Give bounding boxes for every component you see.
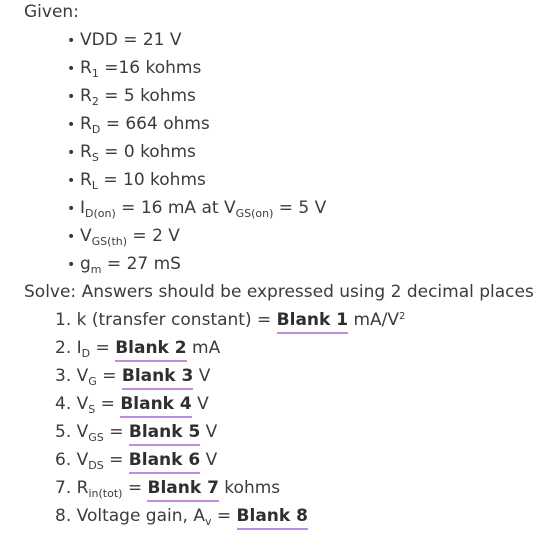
bullet-icon: • <box>67 229 76 245</box>
bullet-icon: • <box>67 201 76 217</box>
given-item-vgs-th: • $V_{GS(th)} = 2$ V <box>67 226 180 248</box>
blank-5-field[interactable]: Blank 5 <box>129 422 200 446</box>
given-item-id-on: • $I_{D(on)} = 16$ mA at $V_{GS(on)} = 5$ V <box>67 198 327 220</box>
given-item-r2: • $R_2 = 5$ kohms <box>67 86 196 108</box>
solve-item-4: 4. $V_S$ = Blank 4 V <box>55 394 209 416</box>
solve-item-6: 6. $V_{DS}$ = Blank 6 V <box>55 450 218 472</box>
bullet-icon: • <box>67 145 76 161</box>
bullet-icon: • <box>67 257 76 273</box>
solve-item-8: 8. Voltage gain, $A_v$ = Blank 8 <box>55 506 308 528</box>
blank-4-field[interactable]: Blank 4 <box>120 394 191 418</box>
given-item-vdd: • VDD = 21 V <box>67 28 182 52</box>
blank-3-field[interactable]: Blank 3 <box>122 366 193 390</box>
solve-item-3: 3. $V_G$ = Blank 3 V <box>55 366 211 388</box>
bullet-icon: • <box>67 61 76 77</box>
blank-8-field[interactable]: Blank 8 <box>237 506 308 530</box>
blank-2-field[interactable]: Blank 2 <box>115 338 186 362</box>
solve-item-2: 2. $I_D$ = Blank 2 mA <box>55 338 221 360</box>
given-item-rl: • $R_L = 10$ kohms <box>67 170 206 192</box>
bullet-icon: • <box>67 89 76 105</box>
bullet-icon: • <box>67 33 76 49</box>
solve-instructions: Solve: Answers should be expressed using 2 decimal places <box>24 282 534 302</box>
bullet-icon: • <box>67 173 76 189</box>
solve-item-1: 1. k (transfer constant) = Blank 1 $mA/V^2$ <box>55 308 405 332</box>
blank-6-field[interactable]: Blank 6 <box>129 450 200 474</box>
blank-7-field[interactable]: Blank 7 <box>147 478 218 502</box>
blank-1-field[interactable]: Blank 1 <box>277 310 348 334</box>
solve-item-7: 7. $R_{in(tot)}$ = Blank 7 kohms <box>55 478 281 500</box>
solve-item-5: 5. $V_{GS}$ = Blank 5 V <box>55 422 218 444</box>
given-heading: Given: <box>24 2 79 22</box>
given-item-rs: • $R_S = 0$ kohms <box>67 142 196 164</box>
given-item-r1: • $R_1 =16$ kohms <box>67 58 202 80</box>
given-item-rd: • $R_D = 664$ ohms <box>67 114 210 136</box>
given-item-gm: • $g_m = 27$ mS <box>67 254 181 276</box>
bullet-icon: • <box>67 117 76 133</box>
